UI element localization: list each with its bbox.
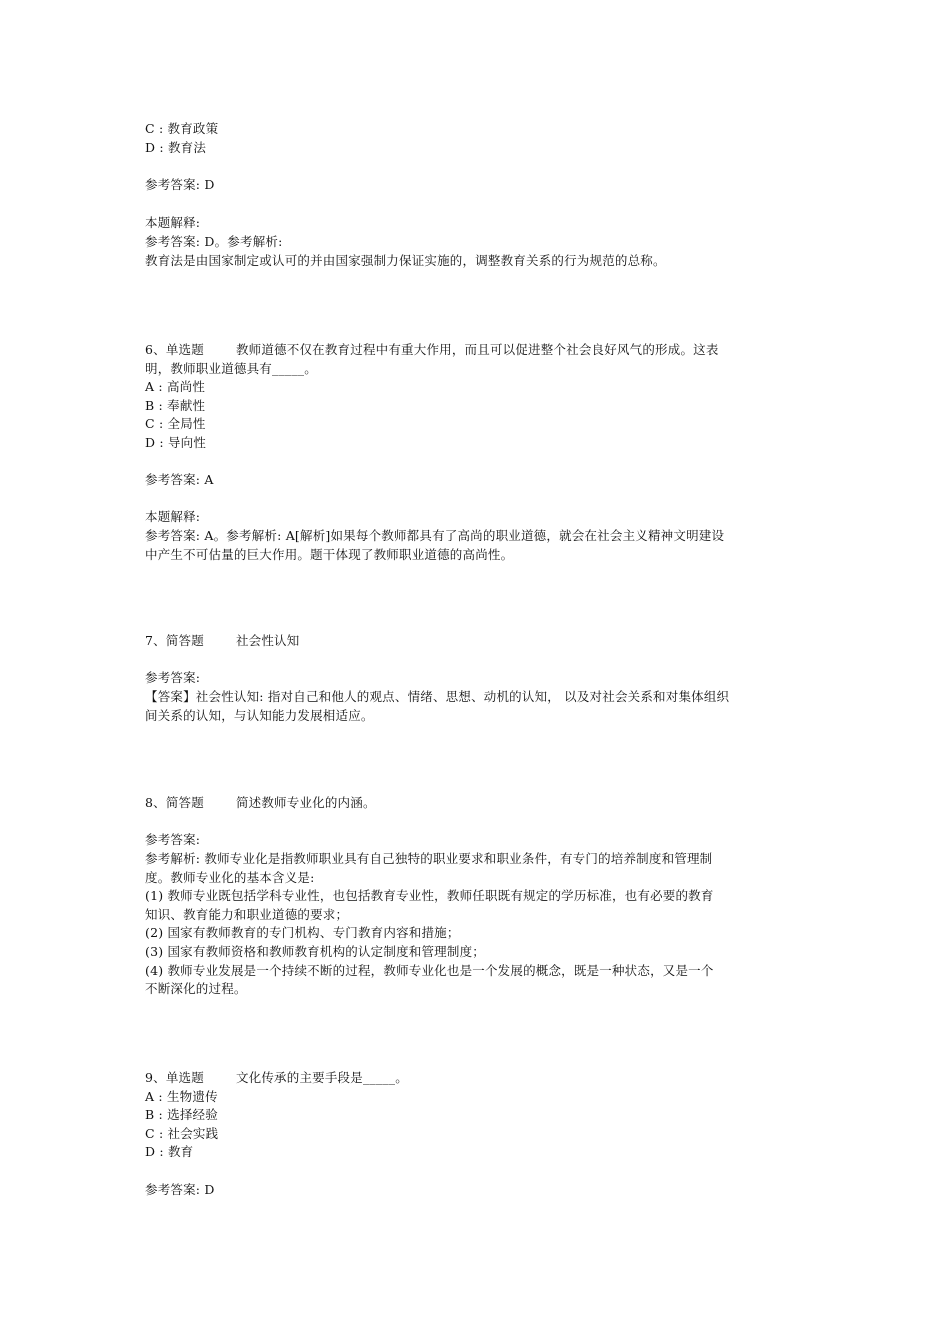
q5-explanation-line: 参考答案: D。参考解析: <box>145 234 283 249</box>
q6-explanation-line: 中产生不可估量的巨大作用。题干体现了教师职业道德的高尚性。 <box>145 547 514 562</box>
q8-answer-line: (1) 教师专业既包括学科专业性，也包括教育专业性，教师任职既有规定的学历标准，也有必要的教育 <box>145 888 714 903</box>
q8-answer-line: (3) 国家有教师资格和教师教育机构的认定制度和管理制度； <box>145 944 485 959</box>
q8-stem: 简述教师专业化的内涵。 <box>235 795 376 810</box>
q7-answer-line: 【答案】社会性认知: 指对自己和他人的观点、情绪、思想、动机的认知， 以及对社会关系和对集体组织 <box>145 689 730 704</box>
q6-explanation-label: 本题解释: <box>145 509 201 524</box>
q8-answer-line: (4) 教师专业发展是一个持续不断的过程，教师专业化也是一个发展的概念，既是一种状态，又是一个 <box>145 963 714 978</box>
q9-header <box>145 1068 408 1087</box>
q7-header <box>145 631 299 650</box>
q9-type: 9、单选题 <box>145 1070 204 1085</box>
q6-explanation-line: 参考答案: A。参考解析: A[解析]如果每个教师都具有了高尚的职业道德，就会在社会主义精神文明建设 <box>145 528 725 543</box>
q7-answer-line: 间关系的认知，与认知能力发展相适应。 <box>145 708 374 723</box>
q9-stem: 文化传承的主要手段是_____。 <box>235 1070 408 1085</box>
q8-type: 8、简答题 <box>145 795 204 810</box>
q6-stem-line: 教师道德不仅在教育过程中有重大作用，而且可以促进整个社会良好风气的形成。这表 <box>235 342 719 357</box>
q6-option-c: C : 全局性 <box>145 416 206 431</box>
q8-answer-line: 参考解析: 教师专业化是指教师职业具有自己独特的职业要求和职业条件，有专门的培养制度和管理制 <box>145 851 713 866</box>
q6-answer: 参考答案: A <box>145 472 214 487</box>
q5-answer: 参考答案: D <box>145 177 215 192</box>
q8-answer-line: (2) 国家有教师教育的专门机构、专门教育内容和措施； <box>145 925 460 940</box>
q6-stem-line: 明，教师职业道德具有_____。 <box>145 361 317 376</box>
q5-explanation-line: 教育法是由国家制定或认可的并由国家强制力保证实施的，调整教育关系的行为规范的总称。 <box>145 253 666 268</box>
q7-type: 7、简答题 <box>145 633 204 648</box>
q5-option-d: D : 教育法 <box>145 140 207 155</box>
q8-answer-line: 知识、教育能力和职业道德的要求； <box>145 907 349 922</box>
q8-answer-line: 度。教师专业化的基本含义是: <box>145 870 315 885</box>
q5-explanation-label: 本题解释: <box>145 215 201 230</box>
q7-answer-label: 参考答案: <box>145 670 201 685</box>
q7-stem: 社会性认知 <box>235 633 300 648</box>
q6-header <box>145 340 719 359</box>
q5-option-c: C : 教育政策 <box>145 121 219 136</box>
q9-option-c: C : 社会实践 <box>145 1126 219 1141</box>
q6-option-d: D : 导向性 <box>145 435 207 450</box>
q6-option-a: A : 高尚性 <box>145 379 206 394</box>
q9-answer: 参考答案: D <box>145 1182 215 1197</box>
q6-option-b: B : 奉献性 <box>145 398 206 413</box>
q9-option-d: D : 教育 <box>145 1144 194 1159</box>
q8-answer-line: 不断深化的过程。 <box>145 981 247 996</box>
q6-type: 6、单选题 <box>145 342 204 357</box>
q9-option-b: B : 选择经验 <box>145 1107 218 1122</box>
q8-answer-label: 参考答案: <box>145 832 201 847</box>
q8-header <box>145 793 376 812</box>
q9-option-a: A : 生物遗传 <box>145 1089 218 1104</box>
